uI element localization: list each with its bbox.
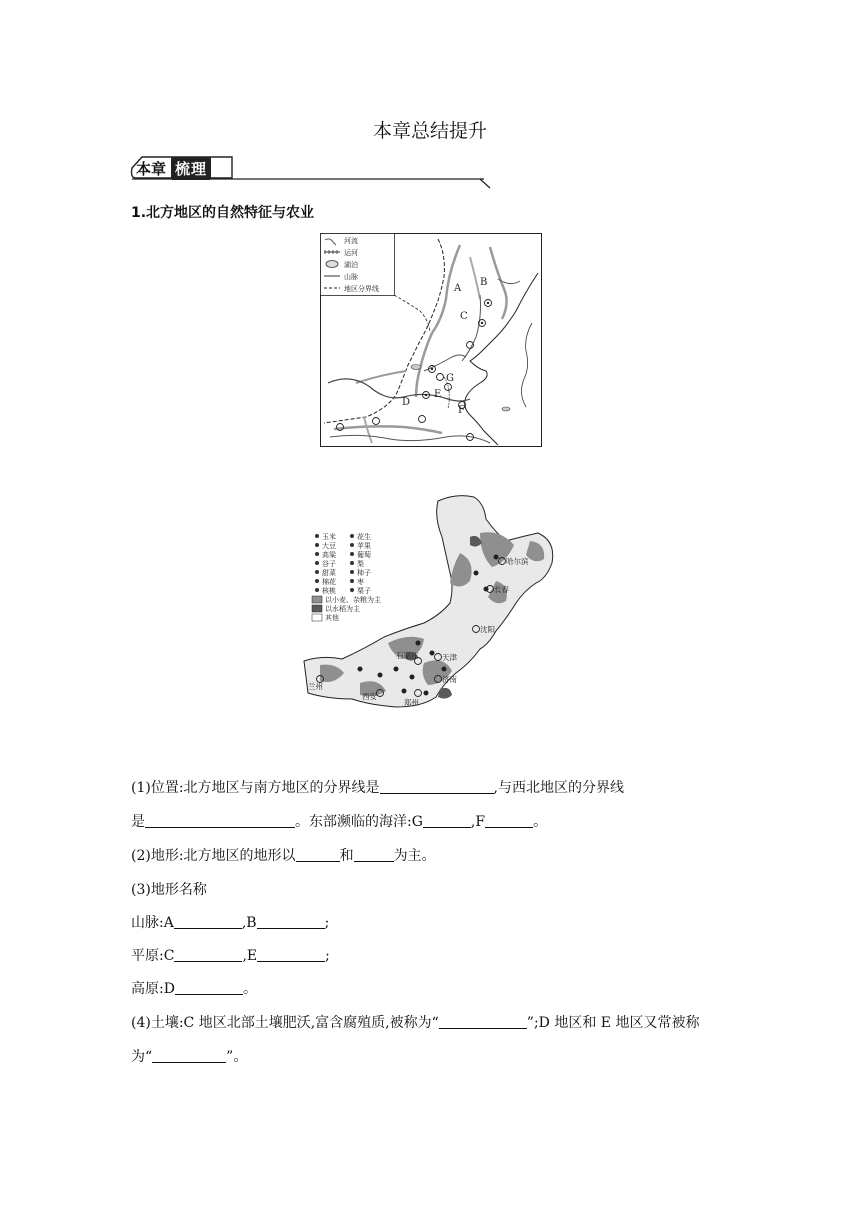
- banner-plain: 本章: [136, 159, 167, 178]
- blank-plain-c[interactable]: [174, 946, 242, 962]
- banner-boxed: 梳理: [171, 157, 211, 180]
- page-title: 本章总结提升: [372, 120, 487, 142]
- legend-pear: 梨: [357, 560, 364, 568]
- city-tianjin: 天津: [442, 653, 457, 662]
- blank-terrain-2[interactable]: [354, 846, 394, 862]
- legend-millet: 谷子: [322, 560, 336, 568]
- blank-sea-f[interactable]: [485, 812, 533, 828]
- blank-plateau-d[interactable]: [175, 979, 243, 995]
- north-region-map: [320, 233, 542, 447]
- legend-sorghum: 高粱: [322, 551, 336, 559]
- legend-jujube: 枣: [357, 578, 364, 586]
- map-label-g: G: [446, 373, 454, 384]
- map-label-d: D: [402, 397, 411, 408]
- legend-river: 河流: [344, 237, 358, 245]
- question-4-line-2: 为“ ”。: [131, 1049, 248, 1065]
- question-2: (2)地形:北方地区的地形以 和 为主。: [131, 848, 436, 864]
- blank-terrain-1[interactable]: [296, 846, 340, 862]
- legend-soybean: 大豆: [322, 542, 336, 550]
- city-jinan: 济南: [442, 675, 457, 684]
- city-lanzhou: 兰州: [308, 682, 323, 691]
- city-zhengzhou: 郑州: [404, 698, 419, 707]
- blank-soil-north[interactable]: [439, 1013, 527, 1029]
- legend-peanut: 花生: [357, 533, 371, 541]
- legend-boundary: 地区分界线: [344, 285, 379, 293]
- legend-corn: 玉米: [322, 533, 336, 541]
- blank-mountain-b[interactable]: [257, 913, 325, 929]
- legend-apple: 苹果: [357, 542, 371, 550]
- blank-soil-region[interactable]: [152, 1047, 226, 1063]
- blank-sea-g[interactable]: [423, 812, 471, 828]
- map-label-a: A: [454, 283, 462, 294]
- question-3-mountains: 山脉:A ,B ;: [131, 915, 330, 931]
- legend-cotton: 棉花: [322, 578, 336, 586]
- city-xian: 西安: [362, 692, 377, 701]
- legend-other-zone: 其他: [325, 614, 339, 622]
- legend-beet: 甜菜: [322, 569, 336, 577]
- section-heading: 1.北方地区的自然特征与农业: [131, 205, 315, 221]
- blank-mountain-a[interactable]: [174, 913, 242, 929]
- question-3-plains: 平原:C ,E ;: [131, 948, 330, 964]
- agriculture-map: [300, 493, 562, 715]
- legend-wheat-zone: 以小麦、杂粮为主: [325, 596, 381, 604]
- blank-northwest-boundary[interactable]: [145, 812, 295, 828]
- question-1-line-2: 是 。东部濒临的海洋:G ,F 。: [131, 814, 548, 830]
- legend-lake: 湖泊: [344, 261, 358, 269]
- blank-plain-e[interactable]: [257, 946, 325, 962]
- legend-rice-zone: 以水稻为主: [325, 605, 360, 613]
- city-shijiazhuang: 石家庄: [396, 651, 419, 660]
- question-3-heading: (3)地形名称: [131, 882, 207, 898]
- map-label-b: B: [480, 277, 488, 288]
- legend-chestnut: 栗子: [357, 587, 371, 595]
- legend-mountain: 山脉: [344, 273, 358, 281]
- city-harbin: 哈尔滨: [506, 557, 529, 566]
- map-label-c: C: [460, 311, 468, 322]
- city-shenyang: 沈阳: [480, 625, 495, 634]
- legend-canal: 运河: [344, 249, 358, 257]
- question-3-plateau: 高原:D 。: [131, 981, 257, 997]
- blank-south-boundary[interactable]: [380, 778, 494, 794]
- map-label-f: F: [458, 405, 465, 416]
- legend-grape: 葡萄: [357, 551, 371, 559]
- map-label-e: E: [434, 389, 442, 400]
- banner-label: [134, 157, 211, 179]
- city-changchun: 长春: [494, 585, 509, 594]
- legend-walnut: 核桃: [322, 587, 336, 595]
- legend-persimmon: 柿子: [357, 569, 371, 577]
- question-1-line-1: (1)位置:北方地区与南方地区的分界线是 ,与西北地区的分界线: [131, 780, 624, 796]
- question-4-line-1: (4)土壤:C 地区北部土壤肥沃,富含腐殖质,被称为“ ”;D 地区和 E 地区又常被称: [131, 1015, 700, 1031]
